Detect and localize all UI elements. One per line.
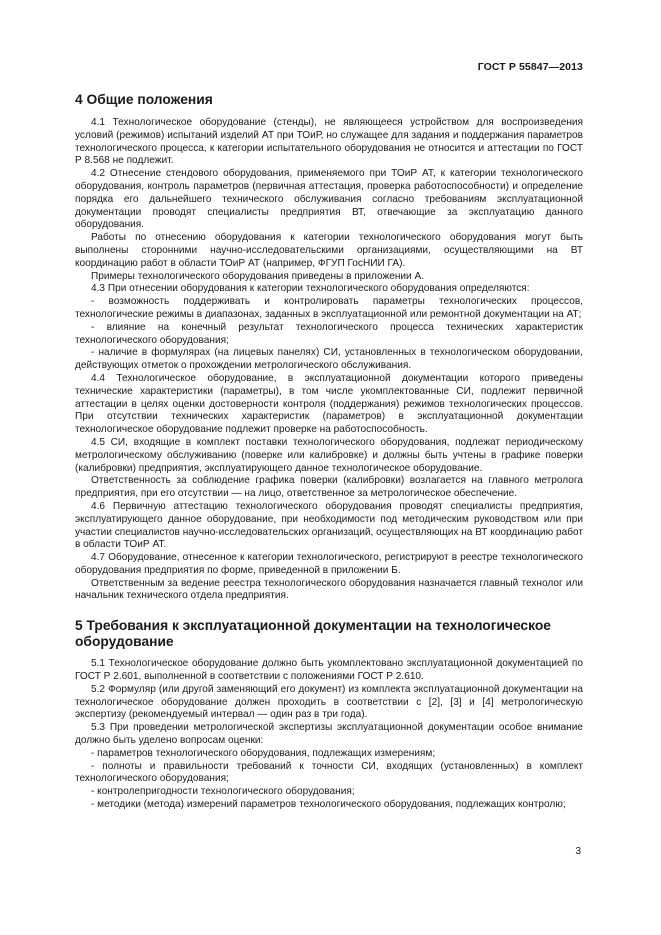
paragraph: - возможность поддерживать и контролировать параметры технологических процессов, технологические режимы в диапазонах, заданных в эксплуатационной или ремонтной документации на АТ; xyxy=(75,296,583,320)
paragraph: 5.2 Формуляр (или другой заменяющий его документ) из комплекта эксплуатационной документации на технологическое оборудование должен проходить в соответствии с [2], [3] и [4] метрологическую экспертизу (рекомендуемый интервал — один раз в три года). xyxy=(75,683,583,721)
paragraph: 4.7 Оборудование, отнесенное к категории технологического, регистрируют в реестре технологического оборудования предприятия по форме, приведенной в приложении Б. xyxy=(75,552,583,576)
paragraph: - параметров технологического оборудования, подлежащих измерениям; xyxy=(91,747,436,759)
page-content xyxy=(75,92,583,812)
paragraph: Работы по отнесению оборудования к категории технологического оборудования могут быть выполнены сторонними научно-исследовательскими организациями, осуществляющими на ВТ координацию работ в области ТОиР АТ (например, ФГУП ГосНИИ ГА). xyxy=(75,232,583,269)
paragraph: - наличие в формулярах (на лицевых панелях) СИ, установленных в технологическом оборудовании, действующих отметок о прохождении метрологического обслуживания. xyxy=(75,347,583,372)
paragraph: - методики (метода) измерений параметров технологического оборудования, подлежащих контролю; xyxy=(91,799,566,811)
paragraph: 5.1 Технологическое оборудование должно быть укомплектовано эксплуатационной документацией по ГОСТ Р 2.601, выполненной в соответствии с положениями ГОСТ Р 2.610. xyxy=(75,658,583,683)
section-4-heading: 4 Общие положения xyxy=(75,92,213,107)
section-4-body xyxy=(75,117,583,603)
paragraph: 4.6 Первичную аттестацию технологического оборудования проводят специалисты предприятия, эксплуатирующего данное оборудование, при необходимости под методическим руководством или при участии специалистов научно-исследовательских организаций, осуществляющих на ВТ координацию работ в области ТОиР АТ. xyxy=(75,500,583,551)
paragraph: 5.3 При проведении метрологической экспертизы эксплуатационной документации особое внимание должно быть уделено вопросам оценки: xyxy=(75,722,583,747)
paragraph: - влияние на конечный результат технологического процесса технических характеристик технологического оборудования; xyxy=(75,321,583,346)
paragraph: 4.4 Технологическое оборудование, в эксплуатационной документации которого приведены технические характеристики (параметры), в том числе укомплектованные СИ, подлежит первичной аттестации в целях оценки достоверности контроля (поддержания) режимов технологических процессов. При отсутствии технических характеристик (параметров) в эксплуатационной документации технологическое оборудование подлежит проверке на работоспособность. xyxy=(75,372,583,436)
paragraph: 4.5 СИ, входящие в комплект поставки технологического оборудования, подлежат периодическому метрологическому обслуживанию (поверке или калибровке) и должны быть учтены в графике поверки (калибровки) предприятия, эксплуатирующего данное технологическое оборудование. xyxy=(75,436,583,474)
paragraph: Ответственность за соблюдение графика поверки (калибровки) возлагается на главного метролога предприятия, при его отсутствии — на лицо, ответственное за метрологическое обеспечение. xyxy=(75,475,583,500)
paragraph: Примеры технологического оборудования приведены в приложении А. xyxy=(91,270,425,282)
standard-designation: ГОСТ Р 55847—2013 xyxy=(477,61,583,73)
paragraph: Ответственным за ведение реестра технологического оборудования назначается главный технолог или начальник технического отдела предприятия. xyxy=(75,577,583,602)
paragraph: 4.3 При отнесении оборудования к категории технологического оборудования определяются: xyxy=(91,283,530,295)
paragraph: - контролепригодности технологического оборудования; xyxy=(91,786,355,798)
section-5-heading: 5 Требования к эксплуатационной документации на технологическое оборудование xyxy=(75,618,551,650)
section-5-body xyxy=(75,658,583,812)
paragraph: - полноты и правильности требований к точности СИ, входящих (установленных) в комплект технологического оборудования; xyxy=(75,760,583,785)
page-number: 3 xyxy=(575,846,581,857)
paragraph: 4.1 Технологическое оборудование (стенды), не являющееся устройством для воспроизведения условий (режимов) испытаний изделий АТ при ТОиР, но служащее для задания и поддержания параметров технологического процесса, к категории испытательного оборудования не относится и аттестации по ГОСТ Р 8.568 не подлежит. xyxy=(75,117,583,167)
paragraph: 4.2 Отнесение стендового оборудования, применяемого при ТОиР АТ, к категории технологического оборудования, контроль параметров (первичная аттестация, проверка работоспособности) и определение порядка его дальнейшего технического обслуживания согласно требованиям эксплуатационной документации проводят специалисты предприятия ВТ, отвечающие за эксплуатацию данного оборудования. xyxy=(75,168,583,231)
